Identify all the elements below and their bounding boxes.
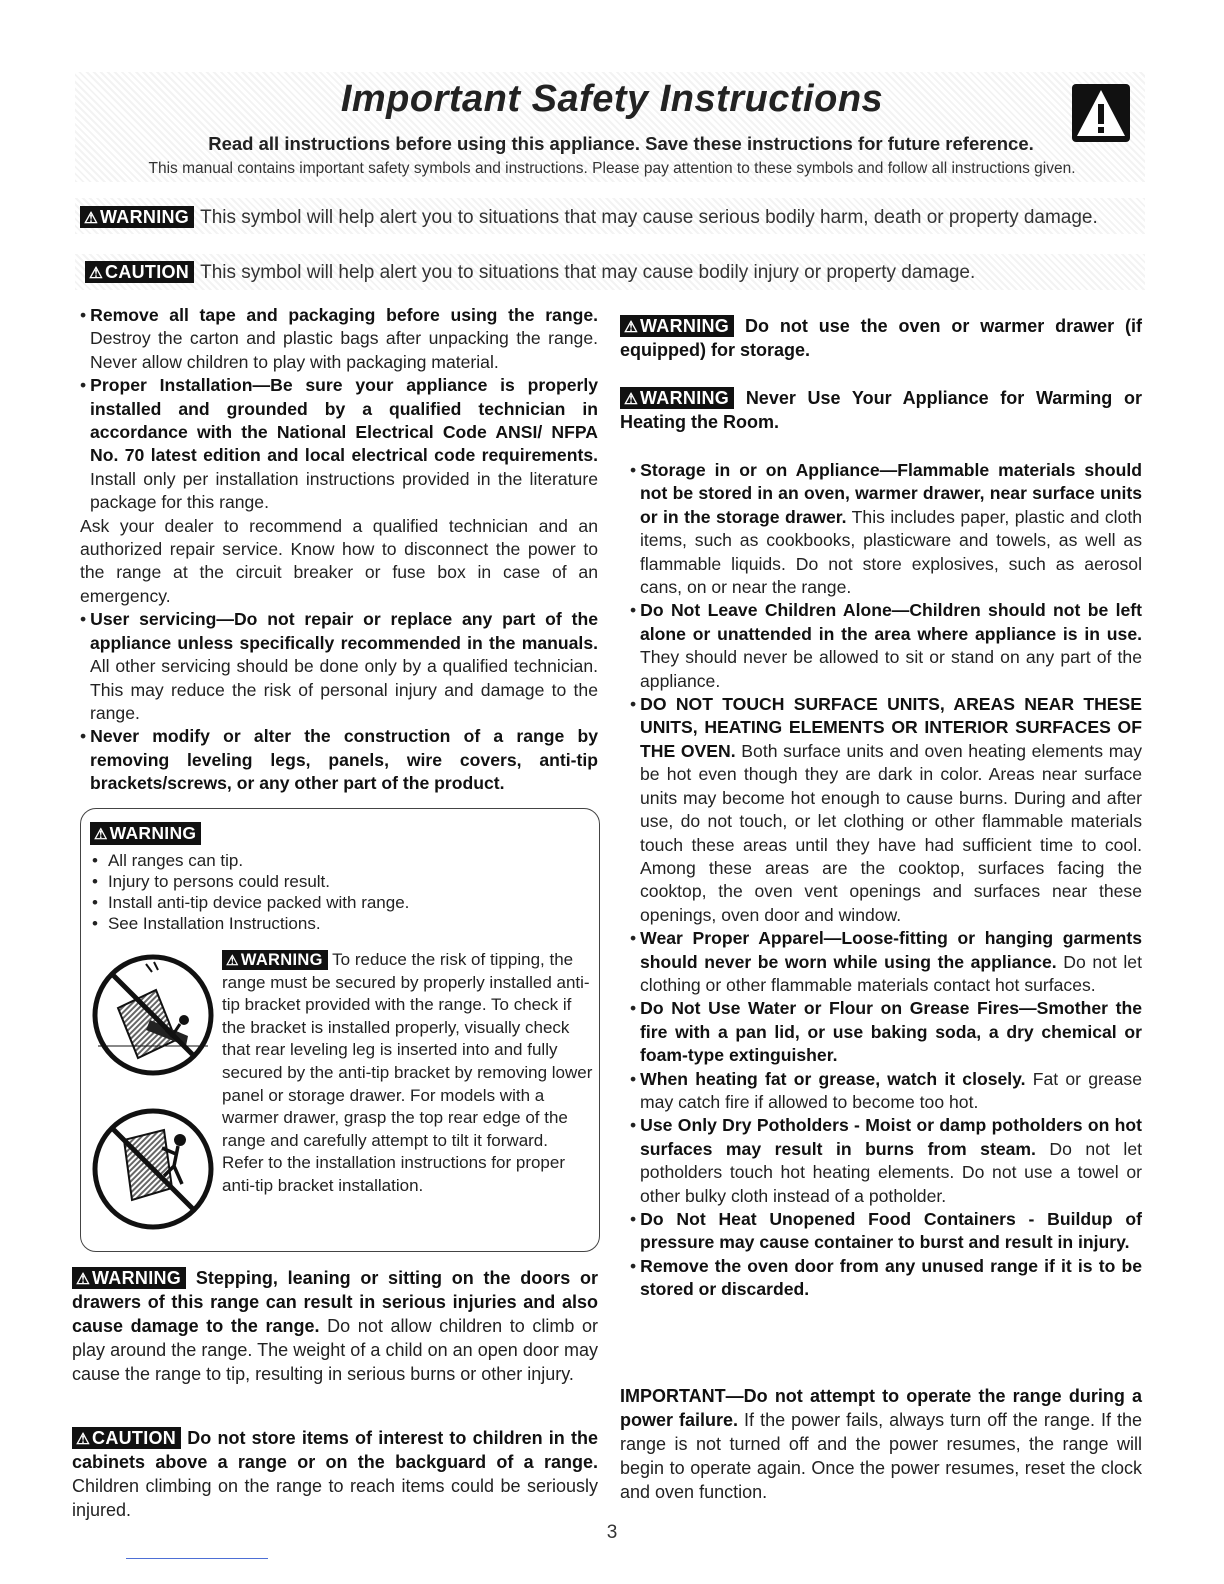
caution-badge: ⚠ CAUTION (85, 261, 194, 283)
page-title: Important Safety Instructions (340, 78, 884, 120)
manual-intro: This manual contains important safety symbols and instructions. Please pay attention to these symbols and follow all instructions given. (148, 160, 1076, 177)
box-inline-warning-badge: ⚠ WARNING (222, 950, 328, 970)
bullet-potholders: • Use Only Dry Potholders - Moist or damp potholders on hot surfaces may result in burns from steam. Do not let potholders touch hot heating elements. Do not use a towel or other bulky cloth instead of a potholder. (620, 1114, 1142, 1208)
warning-triangle-icon: ⚠ (94, 827, 108, 843)
bullet-food-containers: • Do Not Heat Unopened Food Containers - Buildup of pressure may cause container to burst and result in injury. (620, 1208, 1142, 1255)
warning-triangle-icon: ⚠ (84, 210, 99, 227)
storage-warning-badge: ⚠ WARNING (620, 315, 734, 337)
bullet-apparel: • Wear Proper Apparel—Loose-fitting or hanging garments should never be worn while using the appliance. Do not let clothing or other flammable materials contact hot surfaces. (620, 927, 1142, 997)
no-tipping-range-icon (88, 1104, 218, 1234)
storage-warning: ⚠ WARNING Do not use the oven or warmer drawer (if equipped) for storage. (620, 316, 1142, 360)
cabinets-caution: ⚠ CAUTION Do not store items of interest to children in the cabinets above a range or on the backguard of a range. Children climbing on the range to reach items could be seriously injured. (72, 1428, 598, 1520)
warning-triangle-icon: ⚠ (226, 952, 239, 968)
list-item: • Injury to persons could result. (92, 871, 409, 892)
list-item: • All ranges can tip. (92, 850, 409, 871)
bullet-children-alone: • Do Not Leave Children Alone—Children should not be left alone or unattended in the area where appliance is in use. They should never be allowed to sit or stand on any part of the appliance. (620, 599, 1142, 693)
anti-tip-list (92, 850, 409, 934)
box-warning-badge: ⚠ WARNING (90, 822, 201, 845)
warning-triangle-icon: ⚠ (624, 391, 639, 408)
warning-legend (80, 206, 1098, 229)
bullet-fat-grease: • When heating fat or grease, watch it closely. Fat or grease may catch fire if allowed to become too hot. (620, 1068, 1142, 1115)
warning-triangle-icon: ⚠ (624, 319, 639, 336)
bullet-user-servicing: • User servicing—Do not repair or replace any part of the appliance unless specifically recommended in the manuals. All other servicing should be done only by a qualified technician. This may reduce the risk of personal injury and damage to the range. (70, 608, 598, 725)
heating-room-warning: ⚠ WARNING Never Use Your Appliance for Warming or Heating the Room. (620, 388, 1142, 432)
footer-rule (126, 1558, 268, 1559)
warning-legend-text: This symbol will help alert you to situations that may cause serious bodily harm, death or property damage. (200, 207, 1098, 228)
dealer-paragraph: Ask your dealer to recommend a qualified technician and an authorized repair service. Know how to disconnect the power to the range at the circuit breaker or fuse box in case of an emergency. (80, 515, 598, 606)
bullet-remove-packaging: • Remove all tape and packaging before using the range. Destroy the carton and plastic bags after unpacking the range. Never allow children to play with packaging material. (70, 304, 598, 374)
list-item: • See Installation Instructions. (92, 913, 409, 934)
caution-legend-text: This symbol will help alert you to situations that may cause bodily injury or property damage. (200, 262, 976, 283)
anti-tip-text: ⚠ WARNING To reduce the risk of tipping, the range must be secured by properly installed anti-tip bracket provided with the range. To check if the bracket is installed properly, visually check that rear leveling leg is inserted into and fully secured by the anti-tip bracket by removing lower panel or storage drawer. For models with a warmer drawer, grasp the top rear edge of the range and carefully attempt to tilt it forward. Refer to the installation instructions for proper anti-tip bracket installation. (222, 950, 593, 1195)
list-item: • Install anti-tip device packed with range. (92, 892, 409, 913)
bullet-storage: • Storage in or on Appliance—Flammable materials should not be stored in an oven, warmer drawer, near surface units or in the storage drawer. This includes paper, plastic and cloth items, such as cookbooks, plasticware and towels, as well as flammable liquids. Do not store explosives, such as aerosol cans, on or near the range. (620, 459, 1142, 599)
caution-legend (85, 261, 975, 284)
right-column (620, 459, 1142, 1302)
bullet-proper-installation: • Proper Installation—Be sure your appliance is properly installed and grounded by a qualified technician in accordance with the National Electrical Code ANSI/ NFPA No. 70 latest edition and local electrical code requirements. Install only per installation instructions provided in the literature package for this range. (70, 374, 598, 514)
warning-triangle-icon: ⚠ (76, 1271, 91, 1288)
caution-triangle-icon: ⚠ (76, 1431, 91, 1448)
bullet-remove-door: • Remove the oven door from any unused range if it is to be stored or discarded. (620, 1255, 1142, 1302)
important-power-failure: IMPORTANT—Do not attempt to operate the range during a power failure. If the power fails, always turn off the range. If the range is not turned off and the power resumes, the range will begin to operate again. Once the power resumes, reset the clock and oven function. (620, 1386, 1142, 1502)
no-climbing-on-door-icon (88, 950, 218, 1080)
stepping-warning: ⚠ WARNING Stepping, leaning or sitting on the doors or drawers of this range can result in serious injuries and also cause damage to the range. Do not allow children to climb or play around the range. The weight of a child on an open door may cause the range to tip, resulting in serious burns or other injury. (72, 1268, 599, 1384)
page-number: 3 (606, 1522, 618, 1543)
page-subtitle: Read all instructions before using this appliance. Save these instructions for future reference. (208, 133, 1034, 154)
stepping-warning-badge: ⚠ WARNING (72, 1267, 186, 1289)
bullet-grease-fires: • Do Not Use Water or Flour on Grease Fires—Smother the fire with a pan lid, or use baking soda, a dry chemical or foam-type extinguisher. (620, 997, 1142, 1067)
warning-badge: ⚠ WARNING (80, 206, 194, 228)
bullet-never-modify: • Never modify or alter the construction of a range by removing leveling legs, panels, wire covers, anti-tip brackets/screws, or any other part of the product. (70, 725, 598, 795)
left-column (70, 304, 598, 796)
caution-triangle-icon: ⚠ (89, 265, 104, 282)
heating-room-warning-badge: ⚠ WARNING (620, 387, 734, 409)
bullet-do-not-touch: • DO NOT TOUCH SURFACE UNITS, AREAS NEAR THESE UNITS, HEATING ELEMENTS OR INTERIOR SURFACES OF THE OVEN. Both surface units and oven heating elements may be hot even though they are dark in color. Areas near surface units may become hot enough to cause burns. During and after use, do not touch, or let clothing or other flammable materials touch these areas until they have had sufficient time to cool. Among these areas are the cooktop, surfaces facing the cooktop, the oven vent openings and surfaces near these openings, oven door and window. (620, 693, 1142, 927)
cabinets-caution-badge: ⚠ CAUTION (72, 1427, 181, 1449)
